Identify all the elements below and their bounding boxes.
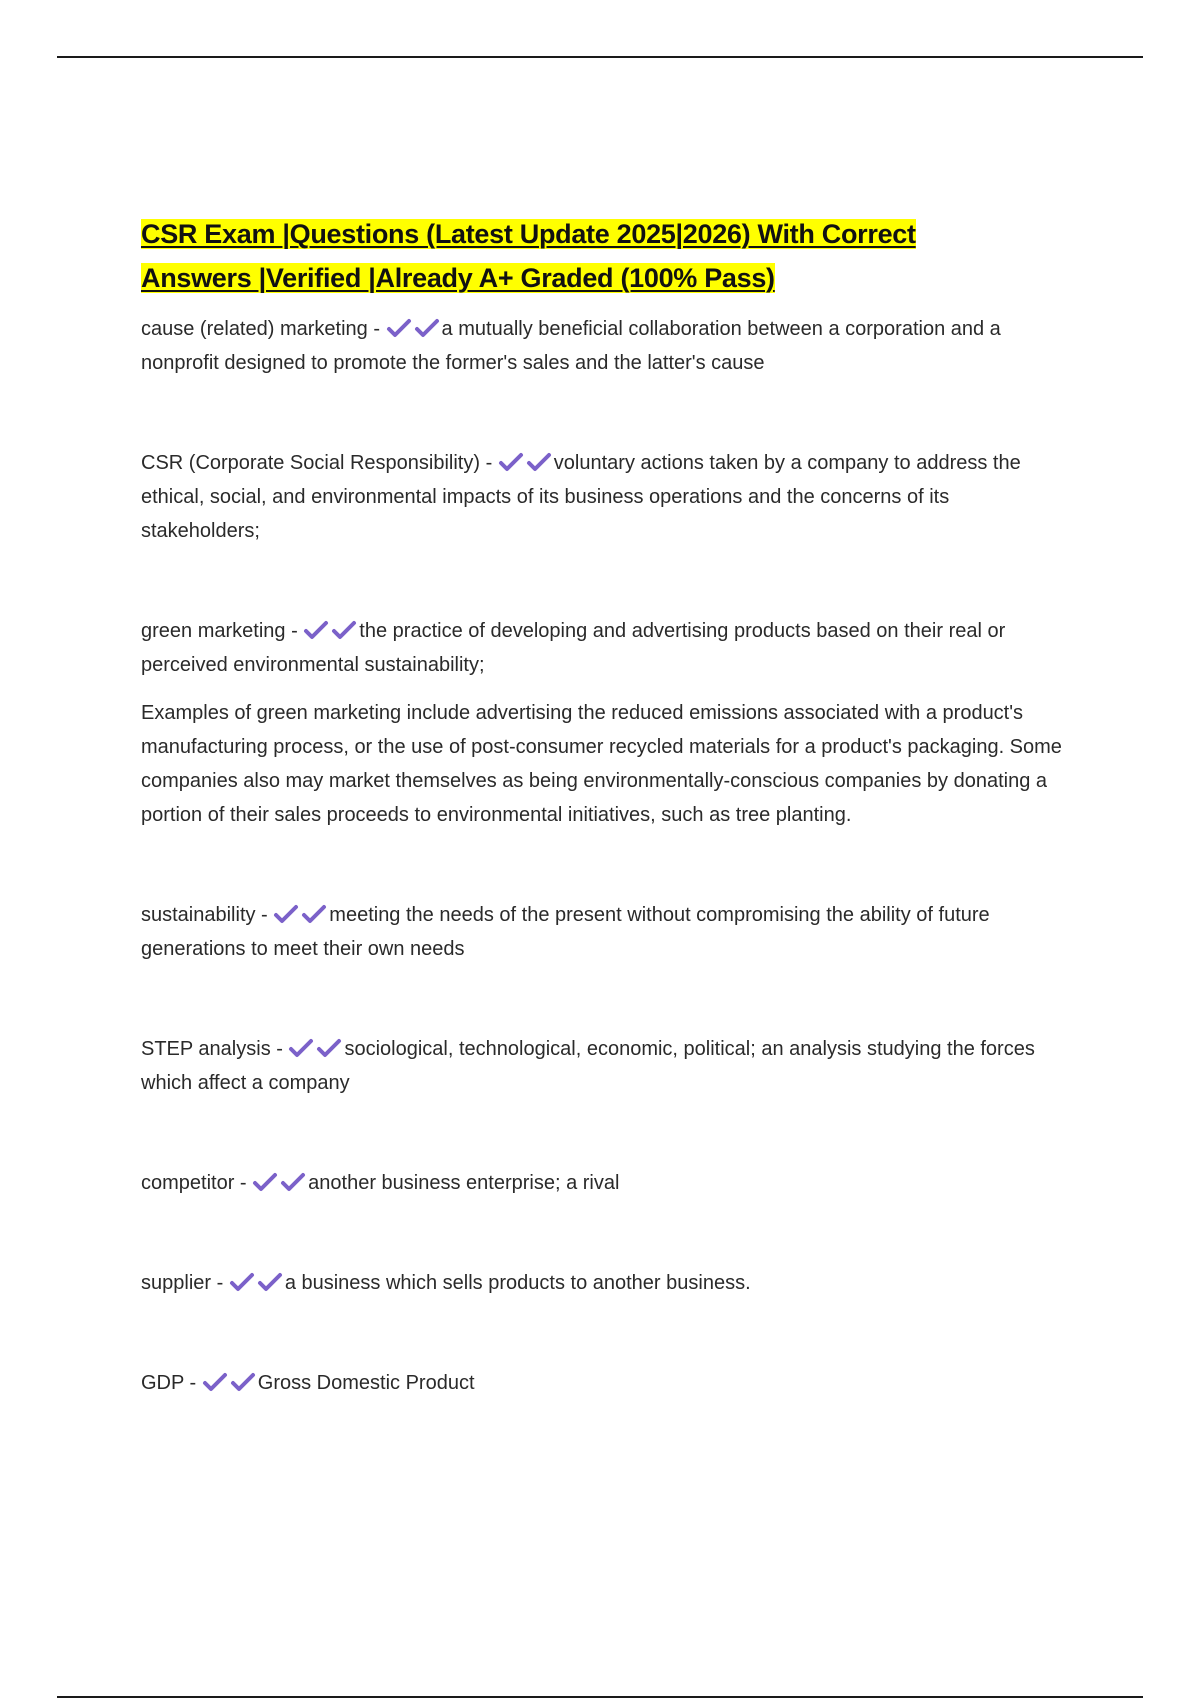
check-icon (257, 1272, 285, 1292)
check-icon (252, 1172, 280, 1192)
title-line-1: CSR Exam |Questions (Latest Update 2025|2026) With Correct (141, 219, 916, 249)
entry-definition: Gross Domestic Product (257, 1372, 475, 1394)
entry-term: supplier - (141, 1272, 229, 1294)
check-icon (301, 904, 329, 924)
entry-term: CSR (Corporate Social Responsibility) - (141, 452, 498, 474)
check-icon (273, 904, 301, 924)
entry-supplier (141, 1266, 1066, 1300)
check-icon (303, 620, 331, 640)
entry-definition: a mutually beneficial collaboration between a corporation and a nonprofit designed to promote the former's sales and the latter's cause (141, 318, 1001, 374)
title-line-2: Answers |Verified |Already A+ Graded (100% Pass) (141, 263, 775, 293)
entry-competitor (141, 1166, 1066, 1200)
entry-sustainability (141, 898, 1066, 966)
entry-term: competitor - (141, 1172, 253, 1194)
entry-definition: sociological, technological, economic, political; an analysis studying the forces which affect a company (141, 1038, 1035, 1094)
entry-term: STEP analysis - (141, 1038, 289, 1060)
check-icon (229, 1272, 257, 1292)
bottom-rule (57, 1696, 1143, 1698)
entry-csr (141, 446, 1066, 548)
check-icon (331, 620, 359, 640)
check-icon (526, 452, 554, 472)
entry-term: sustainability - (141, 904, 274, 926)
entry-term: GDP - (141, 1372, 202, 1394)
check-icon (230, 1372, 258, 1392)
check-icon (280, 1172, 308, 1192)
entry-definition: another business enterprise; a rival (308, 1172, 620, 1194)
entry-gdp (141, 1366, 1066, 1400)
entry-definition: meeting the needs of the present without compromising the ability of future generations to meet their own needs (141, 904, 990, 960)
document-title (141, 212, 1066, 300)
entry-definition: the practice of developing and advertising products based on their real or perceived environmental sustainability; (141, 620, 1006, 676)
entry-step-analysis (141, 1032, 1066, 1100)
check-icon (414, 318, 442, 338)
entry-green-marketing (141, 614, 1066, 832)
entry-definition: a business which sells products to another business. (284, 1272, 751, 1294)
document-body (141, 212, 1066, 1400)
entry-cause-marketing (141, 312, 1066, 380)
entry-term: green marketing - (141, 620, 304, 642)
check-icon (386, 318, 414, 338)
top-rule (57, 56, 1143, 58)
entry-term: cause (related) marketing - (141, 318, 386, 340)
entry-definition: voluntary actions taken by a company to address the ethical, social, and environmental impacts of its business operations and the concerns of its stakeholders; (141, 452, 1021, 542)
entry-example-paragraph: Examples of green marketing include advertising the reduced emissions associated with a product's manufacturing process, or the use of post-consumer recycled materials for a product's packaging. Some companies also may market themselves as being environmentally-conscious companies by donating a portion of their sales proceeds to environmental initiatives, such as tree planting. (141, 702, 1062, 826)
check-icon (316, 1038, 344, 1058)
check-icon (498, 452, 526, 472)
check-icon (288, 1038, 316, 1058)
check-icon (202, 1372, 230, 1392)
